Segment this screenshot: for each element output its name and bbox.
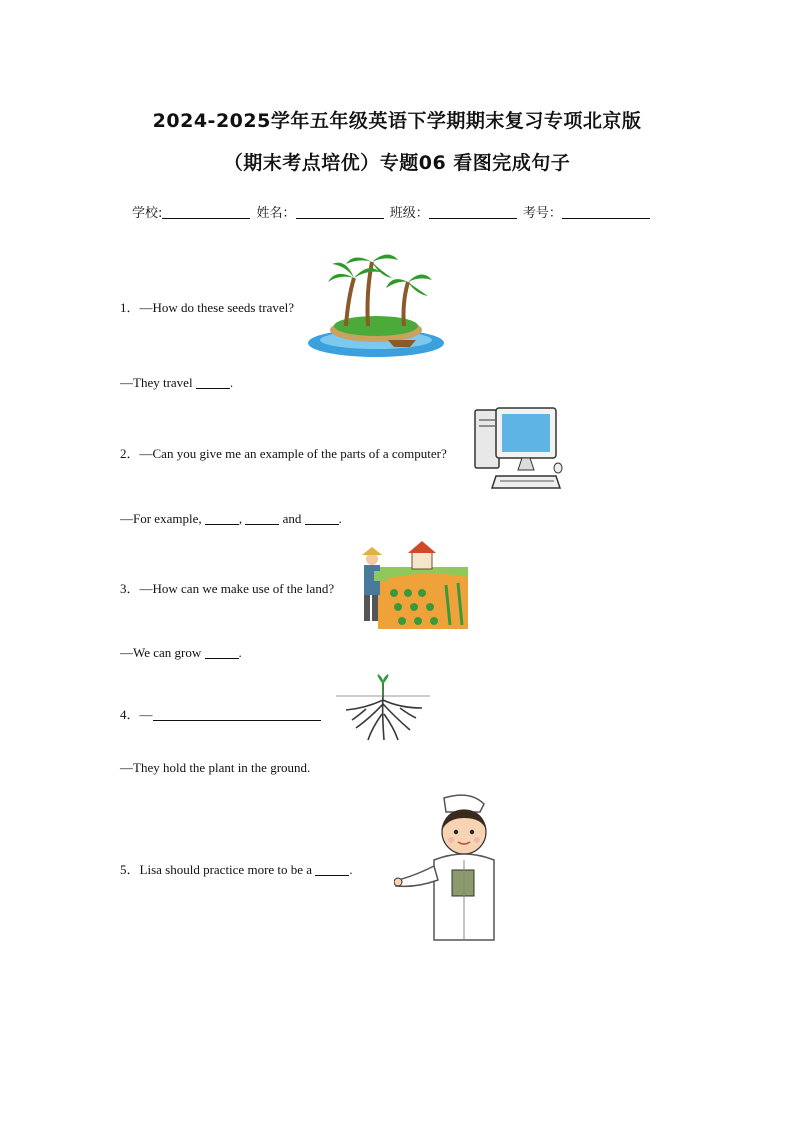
name-label: 姓名： <box>256 206 296 221</box>
answer-3: —We can grow . <box>120 645 242 660</box>
plant-roots-image <box>336 674 430 744</box>
question-1 <box>120 297 294 316</box>
school-field[interactable] <box>162 205 250 219</box>
answer-blank[interactable] <box>305 512 339 525</box>
number-label: 考号： <box>522 206 562 221</box>
answer-blank[interactable] <box>153 708 321 721</box>
page-title-line-2: （期末考点培优）专题06 看图完成句子 <box>223 152 571 174</box>
question-number: 1． <box>120 300 140 315</box>
school-label: 学校: <box>132 206 163 221</box>
answer-blank[interactable] <box>205 646 239 659</box>
name-field[interactable] <box>296 205 384 219</box>
doctor-image <box>394 790 500 944</box>
question-number: 4． <box>120 707 140 722</box>
farm-field-image <box>358 541 470 631</box>
question-text: —Can you give me an example of the parts of a computer? <box>139 446 447 461</box>
question-5: 5．Lisa should practice more to be a . <box>120 862 353 877</box>
class-field[interactable] <box>429 205 517 219</box>
computer-image <box>472 406 564 492</box>
class-label: 班级： <box>389 206 429 221</box>
answer-blank[interactable] <box>315 863 349 876</box>
island-palm-trees-image <box>306 248 446 360</box>
question-4: 4．— <box>120 704 321 723</box>
question-3 <box>120 578 334 597</box>
question-number: 2． <box>120 446 140 461</box>
question-number: 5． <box>120 862 140 877</box>
question-text: —How do these seeds travel? <box>139 300 295 315</box>
answer-2: —For example, , and . <box>120 511 342 526</box>
question-2 <box>120 443 447 462</box>
answer-blank[interactable] <box>245 512 279 525</box>
question-number: 3． <box>120 581 140 596</box>
answer-blank[interactable] <box>205 512 239 525</box>
student-info-row <box>132 202 652 221</box>
number-field[interactable] <box>562 205 650 219</box>
answer-4: —They hold the plant in the ground. <box>120 760 311 775</box>
question-text: —How can we make use of the land? <box>139 581 335 596</box>
page-title-line-1: 2024-2025学年五年级英语下学期期末复习专项北京版 <box>152 110 642 132</box>
answer-blank[interactable] <box>196 376 230 389</box>
answer-1: —They travel . <box>120 375 234 390</box>
